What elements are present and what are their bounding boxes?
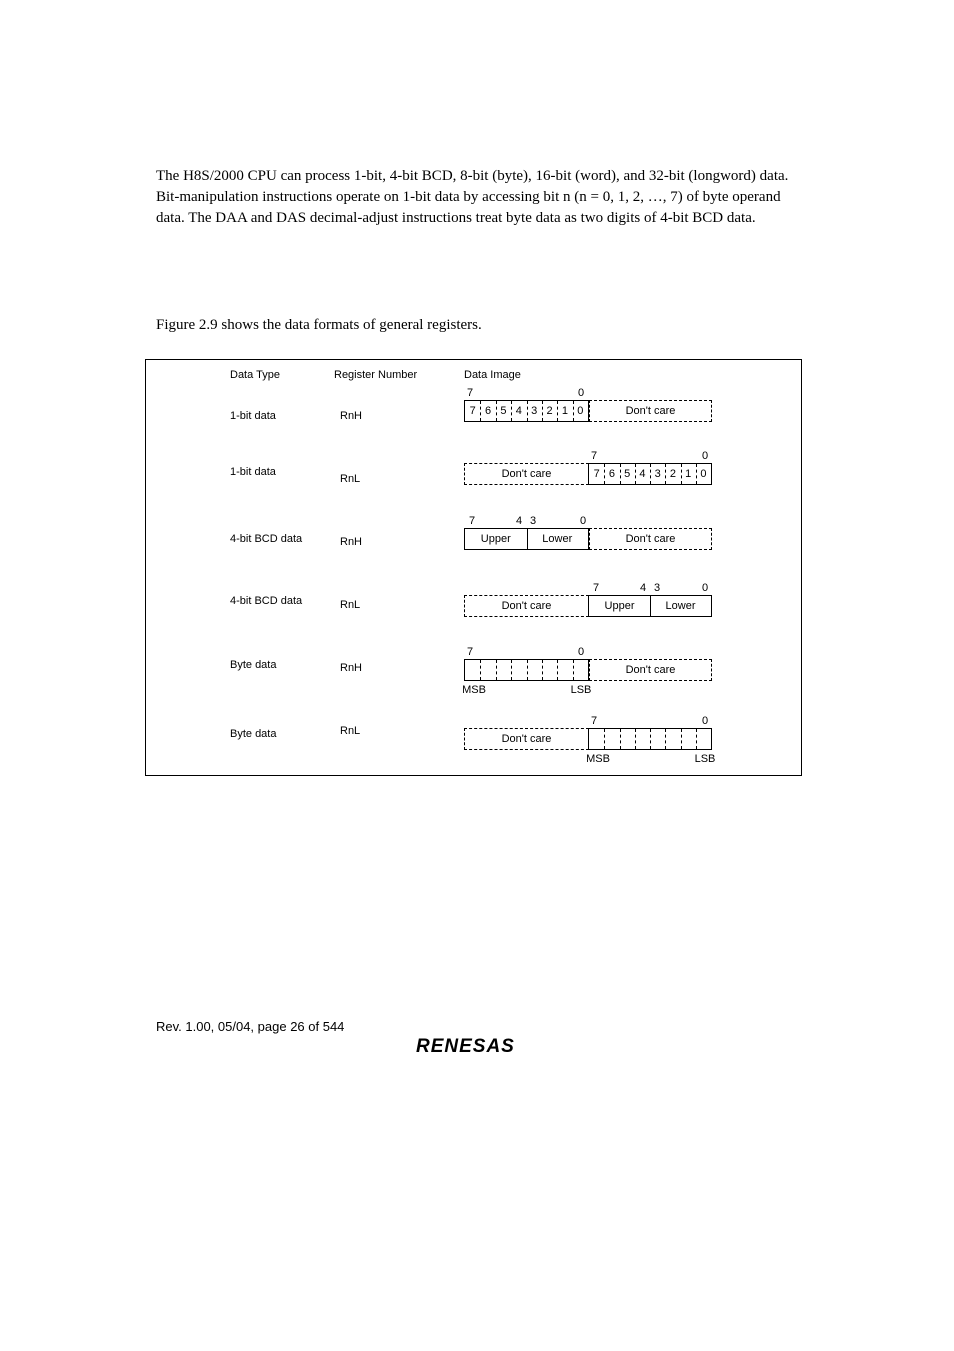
header-data-type: Data Type xyxy=(230,369,280,381)
row-4-bit-0-label: 0 xyxy=(701,582,709,594)
row-1-bit-low-label: 0 xyxy=(577,387,585,399)
page-footer-revision: Rev. 1.00, 05/04, page 26 of 544 xyxy=(156,1019,345,1034)
row-5-byte-field xyxy=(464,659,589,681)
svg-text:RENESAS: RENESAS xyxy=(416,1036,515,1057)
intro-paragraph: The H8S/2000 CPU can process 1-bit, 4-bit BCD, 8-bit (byte), 16-bit (word), and 32-bit (longword) data. Bit-manipulation instructions operate on 1-bit data by accessing bit n (n = 0, 1, 2, …, 7) of byte operand data. The DAA and DAS decimal-adjust instructions treat byte data as two digits of 4-bit BCD data. xyxy=(156,168,789,226)
row-2-bit-low-label: 0 xyxy=(701,450,709,462)
row-4-bit-4-label: 4 xyxy=(639,582,647,594)
row-6-type: Byte data xyxy=(230,728,277,740)
row-3-register: RnH xyxy=(340,536,363,548)
bit-4: 4 xyxy=(639,468,646,480)
row-1-type: 1-bit data xyxy=(230,410,276,422)
header-register-number: Register Number xyxy=(334,369,418,381)
row-4-bcd-field xyxy=(588,595,712,617)
row-6-bit-low-label: 0 xyxy=(701,715,709,727)
row-3-bit-4-label: 4 xyxy=(515,515,523,527)
figure-reference-paragraph: Figure 2.9 shows the data formats of general registers. xyxy=(156,317,482,333)
bit-1: 1 xyxy=(561,405,568,417)
row-6-lsb-label: LSB xyxy=(694,753,716,765)
bit-6: 6 xyxy=(608,468,615,480)
row-3-bit-0-label: 0 xyxy=(579,515,587,527)
row-1-register: RnH xyxy=(340,410,363,422)
upper-nibble: Upper xyxy=(480,533,511,545)
row-1-dont-care: Don't care xyxy=(589,400,712,422)
row-5-bit-low-label: 0 xyxy=(577,646,585,658)
row-5-bit-high-label: 7 xyxy=(466,646,474,658)
bit-2: 2 xyxy=(546,405,553,417)
row-2-bit-high-label: 7 xyxy=(590,450,598,462)
bit-1: 1 xyxy=(685,468,692,480)
bit-7: 7 xyxy=(469,405,476,417)
upper-nibble: Upper xyxy=(604,600,635,612)
row-6-dont-care: Don't care xyxy=(464,728,589,750)
bit-0: 0 xyxy=(577,405,584,417)
row-3-bcd-field xyxy=(464,528,589,550)
bit-7: 7 xyxy=(593,468,600,480)
header-data-image: Data Image xyxy=(464,369,521,381)
row-4-dont-care: Don't care xyxy=(464,595,589,617)
lower-nibble: Lower xyxy=(665,600,696,612)
renesas-logo xyxy=(414,1033,534,1062)
row-2-type: 1-bit data xyxy=(230,466,276,478)
row-4-register: RnL xyxy=(340,599,361,611)
row-6-bit-high-label: 7 xyxy=(590,715,598,727)
bit-0: 0 xyxy=(700,468,707,480)
bit-3: 3 xyxy=(531,405,538,417)
row-5-register: RnH xyxy=(340,662,363,674)
bit-5: 5 xyxy=(624,468,631,480)
row-5-type: Byte data xyxy=(230,659,277,671)
row-6-register: RnL xyxy=(340,725,361,737)
row-3-type: 4-bit BCD data xyxy=(230,533,303,545)
row-6-msb-label: MSB xyxy=(586,753,610,765)
row-2-register: RnL xyxy=(340,473,361,485)
lower-nibble: Lower xyxy=(542,533,573,545)
row-1-bit-high-label: 7 xyxy=(466,387,474,399)
row-4-type: 4-bit BCD data xyxy=(230,595,303,607)
row-3-bit-3-label: 3 xyxy=(529,515,537,527)
register-data-format-figure xyxy=(145,359,802,776)
row-3-dont-care: Don't care xyxy=(589,528,712,550)
bit-6: 6 xyxy=(485,405,492,417)
bit-3: 3 xyxy=(654,468,661,480)
row-3-bit-7-label: 7 xyxy=(468,515,476,527)
row-5-msb-label: MSB xyxy=(462,684,486,696)
row-5-dont-care: Don't care xyxy=(589,659,712,681)
row-5-lsb-label: LSB xyxy=(570,684,592,696)
row-2-bit-field xyxy=(588,463,712,485)
row-6-byte-field xyxy=(588,728,712,750)
row-4-bit-7-label: 7 xyxy=(592,582,600,594)
bit-4: 4 xyxy=(515,405,522,417)
row-1-bit-field xyxy=(464,400,589,422)
row-2-dont-care: Don't care xyxy=(464,463,589,485)
bit-5: 5 xyxy=(500,405,507,417)
bit-2: 2 xyxy=(669,468,676,480)
row-4-bit-3-label: 3 xyxy=(653,582,661,594)
